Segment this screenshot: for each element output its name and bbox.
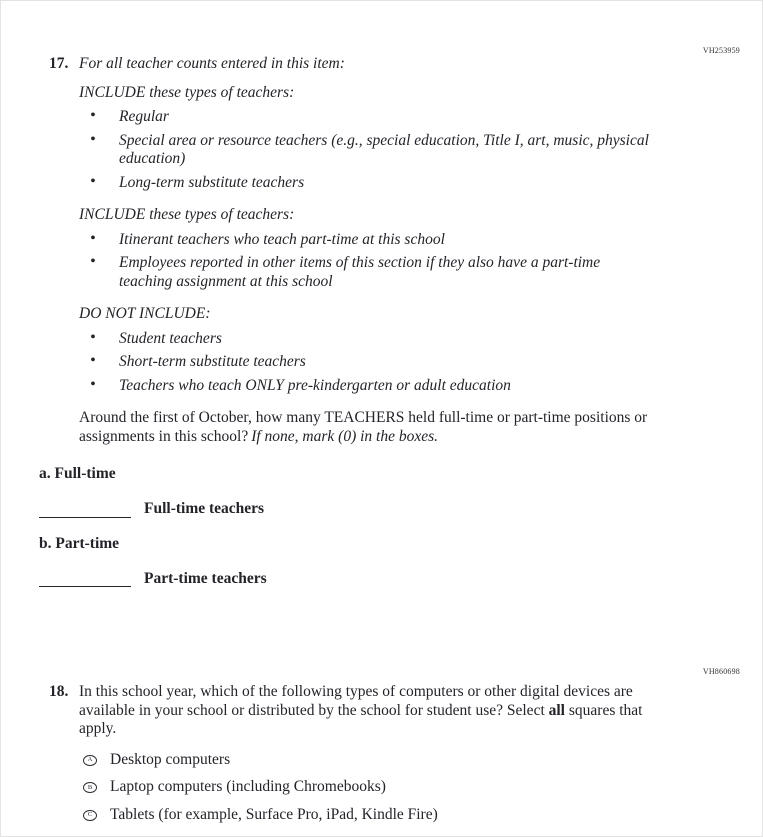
option-label: Desktop computers [110,750,231,768]
question-18-stem-before: In this school year, which of the following types of computers or other digital devices are available in your school or distributed by the school for student use? Select [79,683,633,719]
list-item: • Long-term substitute teachers [79,174,649,193]
option-b-letter-icon[interactable]: B [83,782,97,793]
option-laptop-computers[interactable] [83,778,644,797]
question-18-number: 18. [49,683,69,700]
question-17 [39,55,689,604]
part-a-label: a. Full-time [39,465,116,482]
question-17-prompt [79,409,649,446]
option-a-letter-icon[interactable]: A [83,755,97,766]
question-17-intro: For all teacher counts entered in this item: [79,55,345,72]
question-18-stem-after: squares that apply. [79,701,643,737]
question-17-number: 17. [49,55,69,72]
question-18-stem-bold: all [548,701,565,719]
include-group-2 [79,206,649,291]
question-17-prompt-instruction: If none, mark (0) in the boxes. [251,427,439,445]
part-time-answer-label: Part-time teachers [144,569,267,587]
question-18 [49,683,689,833]
exclude-group-heading: DO NOT INCLUDE: [79,305,211,322]
list-item: • Teachers who teach ONLY pre-kindergarten or adult education [79,377,649,396]
list-item: • Short-term substitute teachers [79,353,649,372]
option-label: Laptop computers (including Chromebooks) [110,778,386,795]
list-item: • Student teachers [79,330,649,349]
question-17-prompt-main: Around the first of October, how many TEACHERS held full-time or part-time positions or assignments in this school? [79,409,648,445]
question-18-options [79,751,644,825]
list-item: • Special area or resource teachers (e.g., special education, Title I, art, music, physical education) [79,132,649,169]
list-item: • Itinerant teachers who teach part-time at this school [79,231,649,250]
list-item: • Employees reported in other items of this section if they also have a part-time teaching assignment at this school [79,254,649,291]
part-time-answer-row [39,569,689,588]
full-time-answer-row [39,500,689,519]
option-c-letter-icon[interactable]: C [83,810,97,821]
part-b-label: b. Part-time [39,534,120,552]
item-code-q18: VH860698 [702,667,740,676]
option-label: Tablets (for example, Surface Pro, iPad, Kindle Fire) [110,805,438,823]
full-time-answer-label: Full-time teachers [144,500,265,517]
option-tablets[interactable] [83,806,644,825]
include-group-1 [79,84,649,193]
question-17-subparts [39,465,689,588]
full-time-input-line[interactable] [39,501,131,518]
option-desktop-computers[interactable] [83,751,644,770]
part-time-input-line[interactable] [39,570,131,587]
exclude-group-list [79,330,649,396]
include-group-1-list [79,108,649,192]
include-group-2-heading: INCLUDE these types of teachers: [79,206,295,223]
include-group-2-list [79,231,649,292]
include-group-1-heading: INCLUDE these types of teachers: [79,83,295,101]
question-18-stem [79,683,644,739]
list-item: • Regular [79,108,649,127]
exclude-group [79,305,649,395]
item-code-q17: VH253959 [702,46,740,55]
